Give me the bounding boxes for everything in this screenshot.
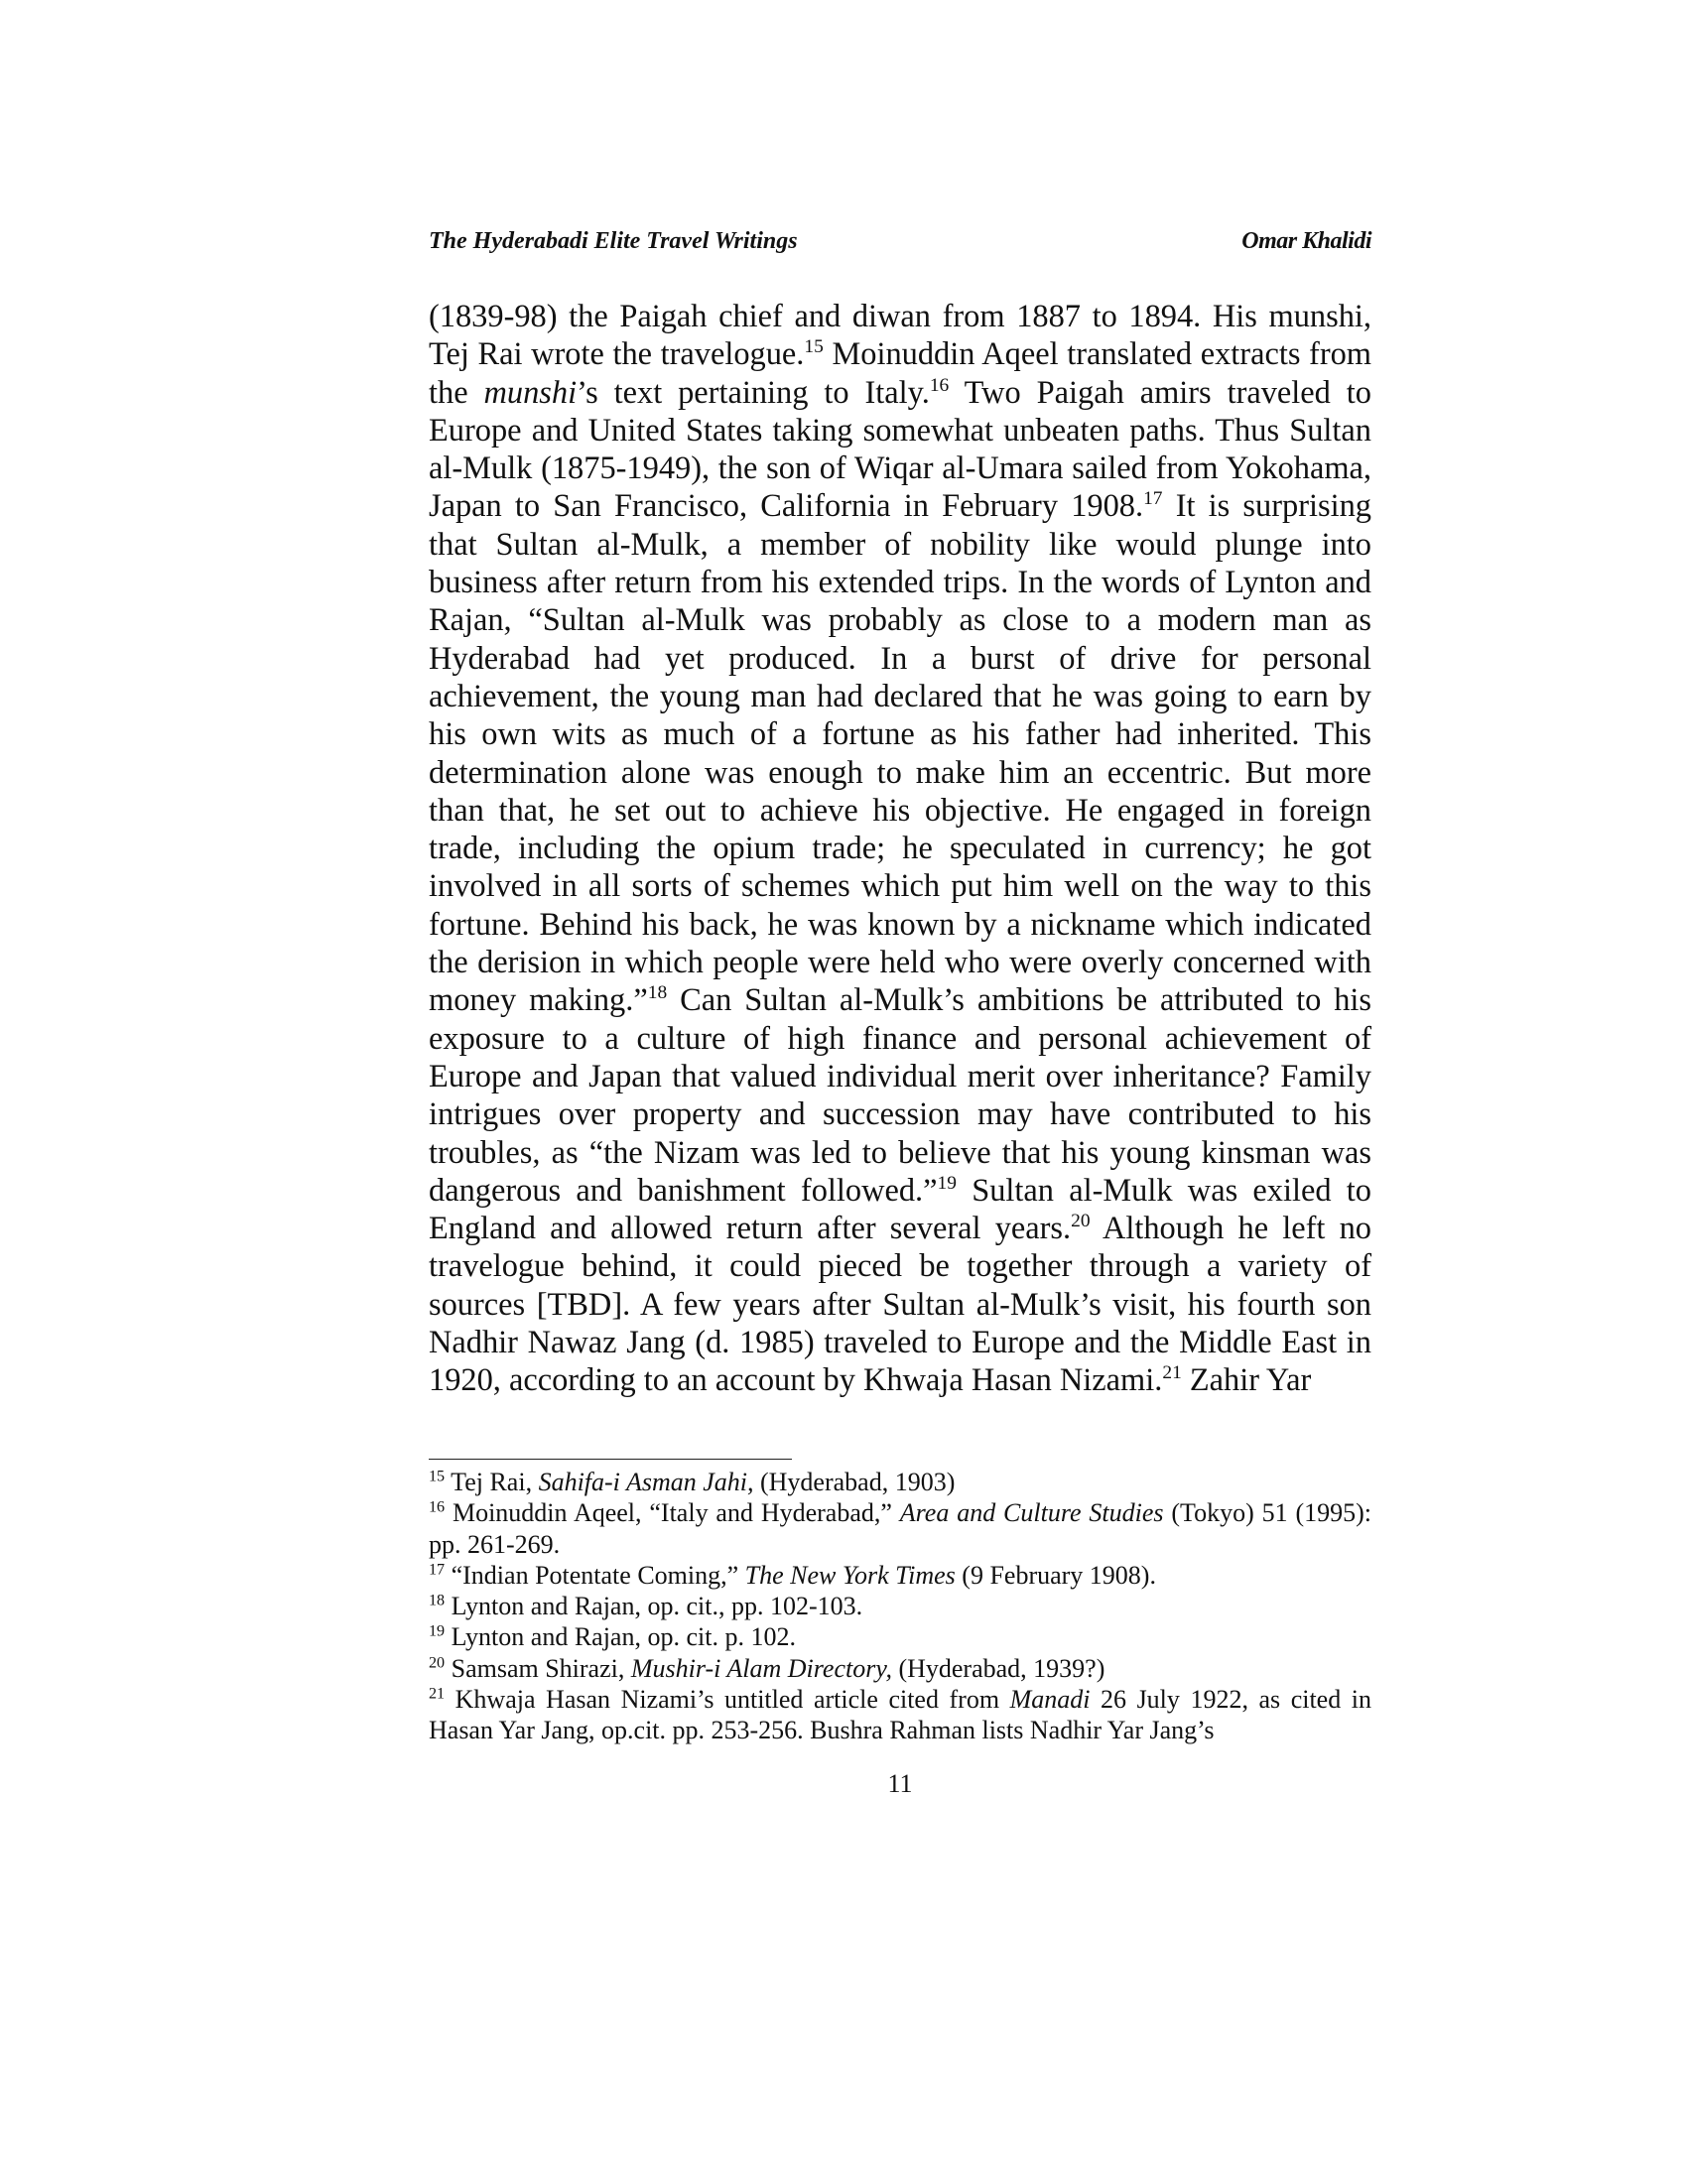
footnote-text: Lynton and Rajan, op. cit., pp. 102-103. [445,1592,863,1621]
footnote-text: Lynton and Rajan, op. cit. p. 102. [445,1622,796,1652]
footnote-ref-19[interactable]: 19 [937,1173,957,1195]
footnote-ref-20[interactable]: 20 [1071,1211,1091,1232]
body-text-segment: Sultan al-Mulk was exiled to England and allowed return after several years. [429,1172,1371,1247]
footnote-italic: Manadi [1009,1685,1091,1715]
body-text-segment: Can Sultan al-Mulk’s ambitions be attributed to his exposure to a culture of high finance and personal achievement of Europe and Japan that valued individual merit over inheritance? Family intrigues over property and succession may have contributed to his troubles, as “the Nizam was led to believe that his young kinsman was dangerous and banishment followed.” [429,982,1372,1209]
footnote-19 [429,1621,1371,1652]
footnote-italic: Area and Culture Studies [899,1498,1164,1528]
footnote-ref-18[interactable]: 18 [647,982,668,1004]
footnote-text: Samsam Shirazi, [445,1653,631,1683]
footnote-text: (Tokyo) 51 (1995): pp. 261-269. [429,1498,1371,1559]
footnote-separator [429,1459,792,1460]
body-text-segment: Zahir Yar [1181,1362,1312,1399]
body-text-segment: ’s text pertaining to Italy. [577,374,930,411]
footnote-number: 18 [429,1592,446,1609]
footnote-text: 26 July 1922, as cited in Hasan Yar Jang, op.cit. pp. 253-256. Bushra Rahman lists Nadhir Yar Jang’s [429,1685,1371,1745]
footnote-number: 20 [429,1654,446,1672]
footnote-italic: Mushir-i Alam Directory, [630,1653,892,1683]
footnote-text: Khwaja Hasan Nizami’s untitled article cited from [445,1685,1010,1715]
footnote-number: 19 [429,1622,446,1640]
running-header [429,228,1371,268]
footnote-ref-21[interactable]: 21 [1162,1362,1182,1384]
body-text-segment: Moinuddin Aqeel translated extracts from the [429,336,1371,411]
running-author: Omar Khalidi [1241,228,1371,254]
body-paragraph [429,298,1371,1400]
footnote-15 [429,1467,1371,1497]
footnote-number: 15 [429,1468,446,1485]
footnote-text: Tej Rai, [445,1468,539,1496]
footnote-number: 16 [429,1498,446,1516]
footnote-number: 17 [429,1561,446,1579]
footnotes [429,1467,1371,1746]
footnote-number: 21 [429,1685,446,1703]
body-text-segment: It is surprising that Sultan al-Mulk, a member of nobility like would plunge into business after return from his extended trips. In the words of Lynton and Rajan, “Sultan al-Mulk was probably as close to a modern man as Hyderabad had yet produced. In a burst of drive for personal achievement, the young man had declared that he was going to earn by his own wits as much of a fortune as his father had inherited. This determination alone was enough to make him an eccentric. But more than that, he set out to achieve his objective. He engaged in foreign trade, including the opium trade; he speculated in currency; he got involved in all sorts of schemes which put him well on the way to this fortune. Behind his back, he was known by a nickname which indicated the derision in which people were held who were overly concerned with money making.” [429,488,1371,1019]
footnote-italic: Sahifa-i Asman Jahi, [538,1468,754,1496]
body-text-segment: Although he left no travelogue behind, it could pieced be together through a variety of sources [TBD]. A few years after Sultan al-Mulk’s visit, his fourth son Nadhir Nawaz Jang (d. 1985) traveled to Europe and the Middle East in 1920, according to an account by Khwaja Hasan Nizami. [429,1211,1371,1399]
footnote-ref-15[interactable]: 15 [804,336,824,358]
footnote-text: Moinuddin Aqeel, “Italy and Hyderabad,” [445,1498,900,1528]
footnote-italic: The New York Times [744,1560,956,1590]
footnote-ref-16[interactable]: 16 [929,374,950,396]
body-text-segment: Two Paigah amirs traveled to Europe and United States taking somewhat unbeaten paths. Thus Sultan al-Mulk (1875-1949), the son of Wiqar al-Umara sailed from Yokohama, Japan to San Francisco, California in February 1908. [429,374,1371,525]
main-text [429,298,1371,1400]
footnote-text: (Hyderabad, 1903) [753,1468,956,1496]
footnote-text: (9 February 1908). [955,1560,1156,1590]
body-text-segment: (1839-98) the Paigah chief and diwan from 1887 to 1894. His munshi, Tej Rai wrote the travelogue. [429,299,1371,373]
footnote-21 [429,1684,1371,1746]
footnote-text: (Hyderabad, 1939?) [891,1653,1105,1683]
footnote-17 [429,1560,1371,1591]
footnote-18 [429,1591,1371,1621]
footnote-ref-17[interactable]: 17 [1143,488,1163,510]
footnote-20 [429,1653,1371,1684]
footnote-16 [429,1497,1371,1560]
footnote-text: “Indian Potentate Coming,” [445,1560,745,1590]
running-title: The Hyderabadi Elite Travel Writings [429,228,798,254]
italic-term: munshi [483,374,578,411]
page-number: 11 [887,1769,913,1798]
